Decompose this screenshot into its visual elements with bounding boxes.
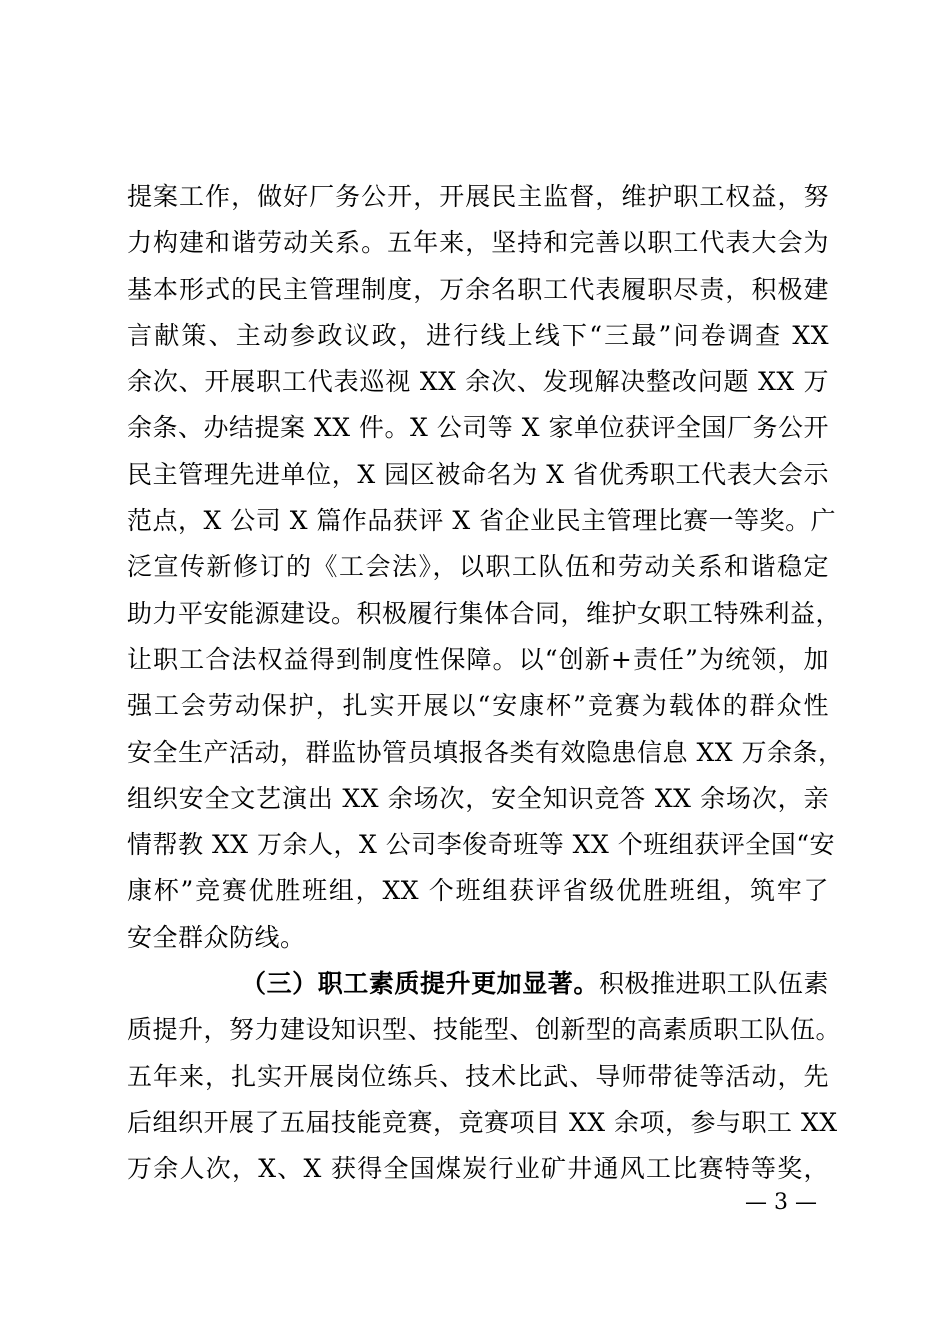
- text-line: 强工会劳动保护，扎实开展以“安康杯”竞赛为载体的群众性: [127, 691, 829, 721]
- text-line: 范点，X 公司 X 篇作品获评 X 省企业民主管理比赛一等奖。广: [127, 506, 837, 536]
- text-line: 提案工作，做好厂务公开，开展民主监督，维护职工权益，努: [127, 182, 829, 211]
- text-line: 余条、办结提案 XX 件。X 公司等 X 家单位获评全国厂务公开: [127, 413, 829, 443]
- text-line: 质提升，努力建设知识型、技能型、创新型的高素质职工队伍。: [127, 1015, 842, 1045]
- text-line: 安全生产活动，群监协管员填报各类有效隐患信息 XX 万余条，: [127, 737, 844, 767]
- paragraph-2: [127, 961, 842, 1192]
- text-line: 助力平安能源建设。积极履行集体合同，维护女职工特殊利益，: [127, 598, 842, 628]
- page-number: — 3 —: [745, 1190, 817, 1215]
- section-heading: （三）职工素质提升更加显著。: [241, 969, 599, 999]
- text-line: 基本形式的民主管理制度，万余名职工代表履职尽责，积极建: [127, 274, 829, 304]
- text-line: 泛宣传新修订的《工会法》，以职工队伍和劳动关系和谐稳定: [127, 552, 829, 582]
- text-line: 组织安全文艺演出 XX 余场次，安全知识竞答 XX 余场次，亲: [127, 783, 829, 813]
- text-line: 万余人次，X、X 获得全国煤炭行业矿井通风工比赛特等奖，: [127, 1154, 829, 1184]
- text-line: 五年来，扎实开展岗位练兵、技术比武、导师带徒等活动，先: [127, 1061, 829, 1091]
- text-line: 后组织开展了五届技能竞赛，竞赛项目 XX 余项，参与职工 XX: [127, 1107, 838, 1137]
- text-line: 情帮教 XX 万余人，X 公司李俊奇班等 XX 个班组获评全国“安: [127, 830, 836, 860]
- text-line: 安全群众防线。: [127, 922, 306, 952]
- text-line: 让职工合法权益得到制度性保障。以“创新+责任”为统领，加: [127, 644, 829, 674]
- heading-line-text: 积极推进职工队伍素: [598, 969, 829, 999]
- paragraph-2-first-line: [127, 961, 829, 1007]
- paragraph-1: [127, 174, 844, 961]
- body-text: [127, 174, 844, 1193]
- text-line: 余次、开展职工代表巡视 XX 余次、发现解决整改问题 XX 万: [127, 367, 829, 397]
- text-line: 康杯”竞赛优胜班组，XX 个班组获评省级优胜班组，筑牢了: [127, 876, 829, 906]
- text-line: 民主管理先进单位，X 园区被命名为 X 省优秀职工代表大会示: [127, 459, 829, 489]
- text-line: 言献策、主动参政议政，进行线上线下“三最”问卷调查 XX: [127, 320, 829, 350]
- text-line: 力构建和谐劳动关系。五年来，坚持和完善以职工代表大会为: [127, 228, 829, 258]
